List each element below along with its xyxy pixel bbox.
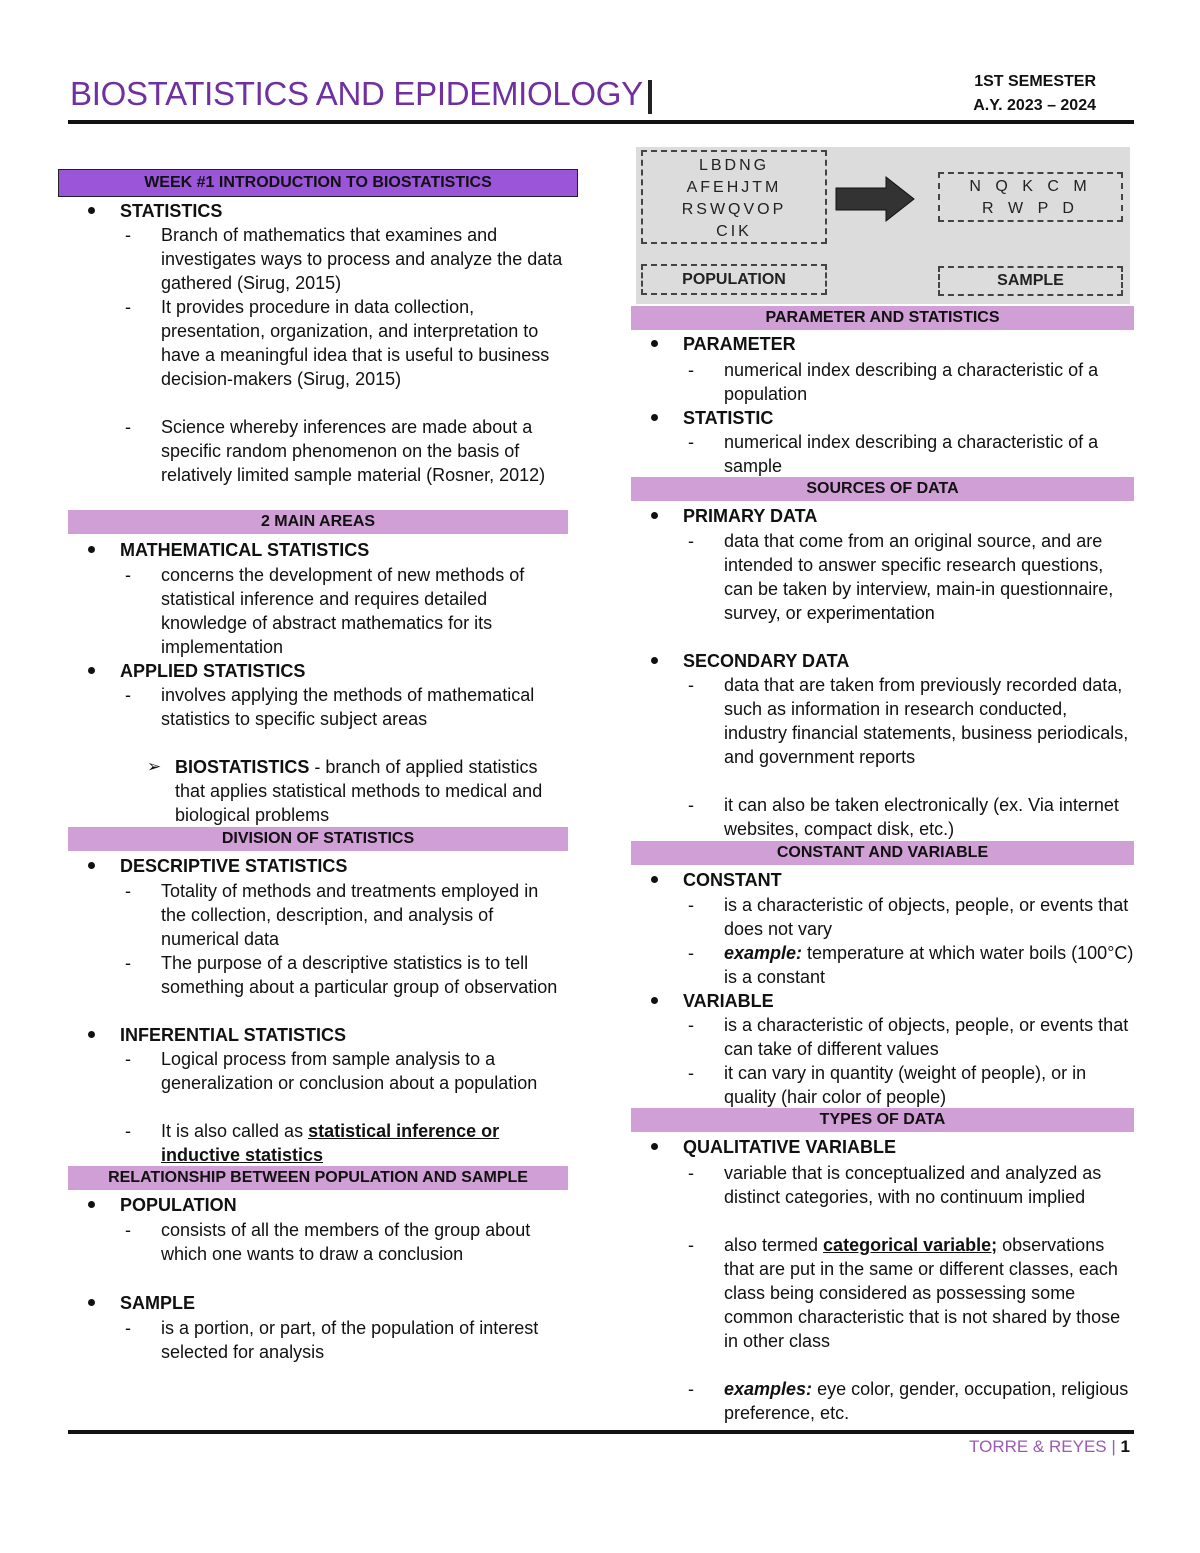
population-letters-row: AFEHJTM	[686, 179, 782, 196]
qualitative-examples-text: eye color, gender, occupation, religious preference, etc.	[724, 1379, 1129, 1423]
statistics-def-1: - Branch of mathematics that examines and investigates ways to process and analyze the data gathered (Sirug, 2015)	[161, 223, 568, 295]
population-def: - consists of all the members of the group about which one wants to draw a conclusion	[161, 1218, 568, 1266]
biostatistics-def: - branch of applied statistics that applies statistical methods to medical and biological problems	[175, 757, 543, 825]
footer-authors: TORRE & REYES	[969, 1437, 1107, 1456]
constant-def: - is a characteristic of objects, people, or events that does not vary	[724, 893, 1134, 941]
bullet-qualitative-variable: QUALITATIVE VARIABLE	[683, 1137, 896, 1157]
bullet-parameter: PARAMETER	[683, 334, 796, 354]
page-header	[68, 70, 1132, 125]
section-constant-variable: CONSTANT AND VARIABLE	[631, 841, 1134, 865]
qualitative-def-1: - variable that is conceptualized and analyzed as distinct categories, with no continuum implied	[724, 1161, 1134, 1209]
population-letters-box	[641, 150, 827, 244]
section-parameter-statistics: PARAMETER AND STATISTICS	[631, 306, 1134, 330]
qualitative-examples-label: examples:	[724, 1379, 813, 1399]
population-label: POPULATION	[641, 264, 827, 295]
footer-rule	[68, 1430, 1134, 1434]
descriptive-def-2: - The purpose of a descriptive statistics is to tell something about a particular group of observation	[161, 951, 568, 999]
qualitative-also-text: observations that are put in the same or different classes, each class being considered as possessing some common characteristic that is not shared by those in other class	[724, 1235, 1121, 1351]
section-division-of-statistics: DIVISION OF STATISTICS	[68, 827, 568, 851]
bullet-population: POPULATION	[120, 1195, 237, 1215]
mathematical-def: - concerns the development of new methods of statistical inference and requires detailed knowledge of abstract mathematics for its implementation	[161, 563, 568, 659]
section-population-sample: RELATIONSHIP BETWEEN POPULATION AND SAMPLE	[68, 1166, 568, 1190]
bullet-applied-statistics: APPLIED STATISTICS	[120, 661, 306, 681]
secondary-data-def-1: - data that are taken from previously recorded data, such as information in research conducted, industry financial statements, business periodicals, and government reports	[724, 673, 1134, 769]
descriptive-def-1: - Totality of methods and treatments employed in the collection, description, and analysis of numerical data	[161, 879, 568, 951]
parameter-def: - numerical index describing a characteristic of a population	[724, 358, 1134, 406]
constant-example-label: example:	[724, 943, 803, 963]
bullet-statistic: STATISTIC	[683, 408, 774, 428]
sample-def: - is a portion, or part, of the population of interest selected for analysis	[161, 1316, 568, 1364]
footer-separator: |	[1111, 1437, 1116, 1456]
population-letters-row: RSWQVOP	[681, 201, 787, 218]
section-sources-of-data: SOURCES OF DATA	[631, 477, 1134, 501]
header-rule	[68, 120, 1134, 124]
inferential-def-1: - Logical process from sample analysis to a generalization or conclusion about a population	[161, 1047, 568, 1095]
bullet-primary-data: PRIMARY DATA	[683, 506, 818, 526]
academic-year: A.Y. 2023 – 2024	[973, 97, 1096, 114]
inferential-term: statistical inference or inductive statistics	[161, 1121, 500, 1165]
biostatistics-item	[175, 755, 568, 827]
applied-def: - involves applying the methods of mathematical statistics to specific subject areas	[161, 683, 568, 731]
semester-info	[973, 70, 1096, 118]
section-main-areas: 2 MAIN AREAS	[68, 510, 568, 534]
sample-letters-row: N Q K C M	[969, 178, 1092, 195]
bullet-statistics: STATISTICS	[120, 201, 223, 221]
page-number: 1	[1120, 1437, 1130, 1456]
right-arrow-icon	[834, 175, 916, 223]
bullet-sample: SAMPLE	[120, 1293, 196, 1313]
bullet-inferential-statistics: INFERENTIAL STATISTICS	[120, 1025, 347, 1045]
statistics-def-2: - It provides procedure in data collection, presentation, organization, and interpretation to have a meaningful idea that is useful to business decision-makers (Sirug, 2015)	[161, 295, 568, 391]
semester-label: 1ST SEMESTER	[974, 73, 1096, 90]
sample-letters-box	[938, 172, 1123, 222]
primary-data-def: - data that come from an original source, and are intended to answer specific research questions, can be taken by interview, main-in questionnaire, survey, or experimentation	[724, 529, 1134, 625]
variable-def-1: - is a characteristic of objects, people, or events that can take of different values	[724, 1013, 1134, 1061]
constant-example	[724, 941, 1134, 989]
inferential-also-called: It is also called as	[161, 1121, 309, 1141]
secondary-data-def-2: - it can also be taken electronically (ex. Via internet websites, compact disk, etc.)	[724, 793, 1134, 841]
inferential-def-2	[161, 1119, 568, 1167]
variable-def-2: - it can vary in quantity (weight of people), or in quality (hair color of people)	[724, 1061, 1134, 1109]
bullet-mathematical-statistics: MATHEMATICAL STATISTICS	[120, 540, 370, 560]
bullet-constant: CONSTANT	[683, 870, 782, 890]
title-divider	[648, 80, 652, 114]
statistic-def: - numerical index describing a characteristic of a sample	[724, 430, 1134, 478]
population-sample-diagram	[636, 147, 1130, 304]
bullet-variable: VARIABLE	[683, 991, 774, 1011]
population-letters-row: CIK	[716, 223, 752, 240]
biostatistics-term: BIOSTATISTICS	[175, 757, 310, 777]
page-footer	[969, 1437, 1130, 1457]
qualitative-examples	[724, 1377, 1134, 1425]
bullet-descriptive-statistics: DESCRIPTIVE STATISTICS	[120, 856, 348, 876]
population-letters-row: LBDNG	[698, 157, 770, 174]
statistics-def-3: - Science whereby inferences are made about a specific random phenomenon on the basis of relatively limited sample material (Rosner, 2012)	[161, 415, 568, 487]
bullet-secondary-data: SECONDARY DATA	[683, 651, 850, 671]
sample-letters-row: R W P D	[982, 200, 1079, 217]
section-types-of-data: TYPES OF DATA	[631, 1108, 1134, 1132]
sample-label: SAMPLE	[938, 266, 1123, 296]
week-heading: WEEK #1 INTRODUCTION TO BIOSTATISTICS	[58, 169, 578, 197]
categorical-variable-term: categorical variable;	[823, 1235, 998, 1255]
qualitative-def-2	[724, 1233, 1134, 1353]
qualitative-also-termed: also termed	[724, 1235, 824, 1255]
document-title: BIOSTATISTICS AND EPIDEMIOLOGY	[70, 75, 643, 112]
constant-example-text: temperature at which water boils (100°C) is a constant	[724, 943, 1134, 987]
